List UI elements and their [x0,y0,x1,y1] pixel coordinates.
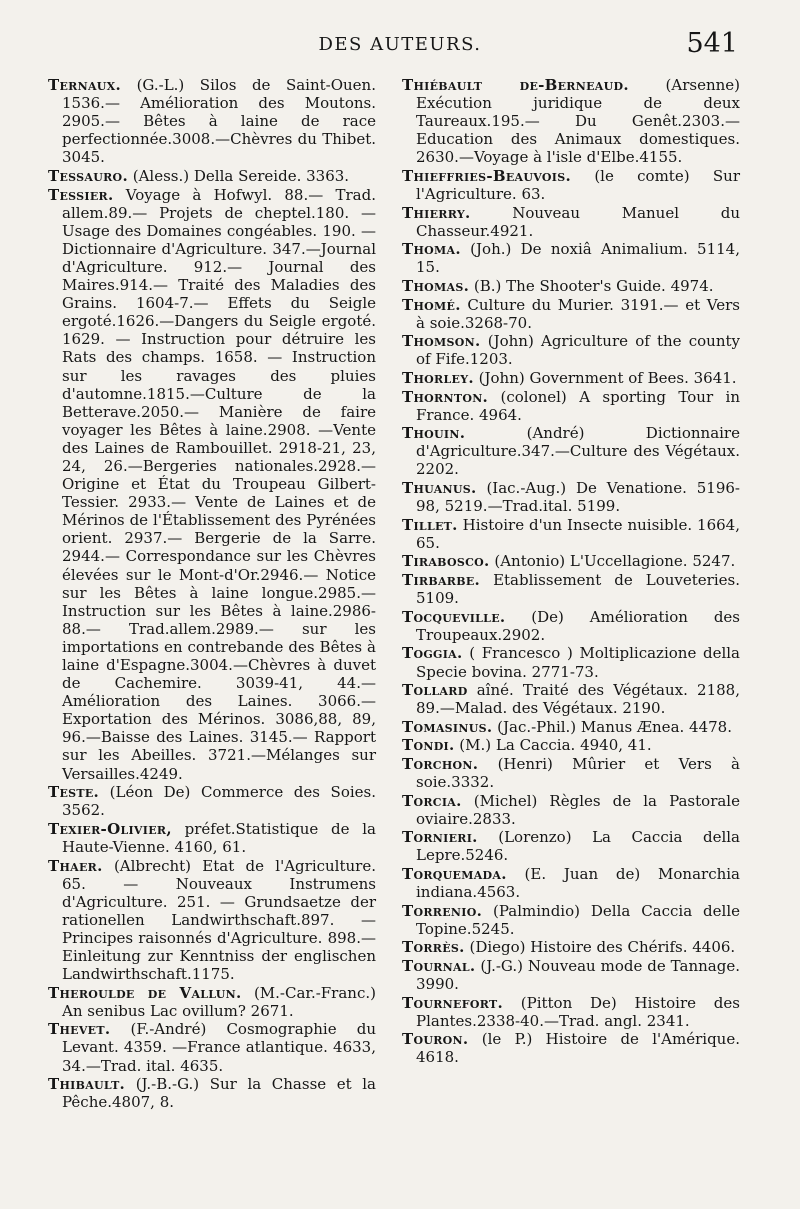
index-entry [48,820,376,856]
left-column [48,76,376,1112]
author-name: Teste. [48,783,100,802]
author-name: Thouin. [402,424,466,443]
right-column [402,76,740,1067]
index-entry [402,644,740,680]
entry-text: Histoire d'un Insecte nuisible. 1664, 65. [416,515,740,552]
index-entry [402,902,740,938]
entry-text: aîné. Traité des Végétaux. 2188, 89.—Malad. des Végétaux. 2190. [416,681,740,718]
entry-text: (Aless.) Della Sereide. 3363. [132,166,350,185]
author-name: Texier-Olivier, [48,819,172,838]
index-entry [48,76,376,166]
entry-text: (John) Government of Bees. 3641. [478,369,737,387]
author-name: Toggia. [402,644,463,663]
entry-text: (Lorenzo) La Caccia della Lepre.5246. [416,828,740,865]
index-entry [402,516,740,552]
author-name: Torrès. [402,938,465,957]
page-header [0,28,800,68]
author-name: Tillet. [402,515,458,534]
author-name: Torrenio. [402,901,483,920]
index-entry [402,479,740,515]
author-name: Tomasinus. [402,717,493,736]
author-name: Ternaux. [48,76,122,94]
author-name: Tornieri. [402,828,478,847]
index-entry [402,552,740,570]
author-name: Torquemada. [402,865,507,884]
index-entry [402,332,740,368]
entry-text: (Albrecht) Etat de l'Agriculture. 65. — Nouveaux Instrumens d'Agriculture. 251. — Grundsaetze der rationellen Landwirthschaft.897. —Principes raisonnés d'Agriculture. 898.—Einleitung zur Kenntniss der englischen Landwirthschaft.1175. [62,856,376,984]
author-name: Thuanus. [402,479,477,498]
entry-text: Culture du Murier. 3191.— et Vers à soie.3268-70. [416,295,740,332]
entry-text: (Arsenne) Exécution juridique de deux Taureaux.195.— Du Genêt.2303.— Education des Animaux domestiques. 2630.—Voyage à l'isle d'Elbe.4155. [416,76,740,167]
index-entry [48,186,376,783]
entry-text: (Palmindio) Della Caccia delle Topine.5245. [416,901,740,938]
index-entry [402,369,740,387]
entry-text: Nouveau Manuel du Chasseur.4921. [416,203,740,240]
author-name: Tournefort. [402,993,503,1012]
entry-text: (le comte) Sur l'Agriculture. 63. [416,166,740,204]
entry-text: (Joh.) De noxiâ Animalium. 5114, 15. [416,240,740,277]
entry-text: (Iac.-Aug.) De Venatione. 5196-98, 5219.—Trad.ital. 5199. [416,479,740,516]
author-name: Thierry. [402,203,471,222]
author-name: Thomas. [402,277,470,296]
entry-text: (John) Agriculture of the county of Fife.1203. [416,332,740,369]
running-title: DES AUTEURS. [318,34,482,55]
index-entry [402,277,740,295]
entry-text: préfet.Statistique de la Haute-Vienne. 4160, 61. [62,819,376,856]
entry-text: (colonel) A sporting Tour in France. 4964. [416,387,740,424]
author-name: Theroulde de Vallun. [48,983,242,1002]
index-entry [402,571,740,607]
index-entry [402,1030,740,1066]
index-entry [402,388,740,424]
index-entry [402,167,740,203]
entry-text: (Léon De) Commerce des Soies. 3562. [62,783,376,820]
index-entry [402,240,740,276]
index-entry [402,681,740,717]
entry-text: (Michel) Règles de la Pastorale oviaire.2833. [416,791,740,828]
index-entry [48,1020,376,1074]
page-number: 541 [686,28,738,59]
author-name: Tirabosco. [402,552,490,571]
entry-text: ( Francesco ) Moltiplicazione della Specie bovina. 2771-73. [416,644,740,681]
index-entry [48,984,376,1020]
index-entry [402,957,740,993]
entry-text: (M.) La Caccia. 4940, 41. [459,736,652,755]
author-name: Tondi. [402,736,455,755]
entry-text: (F.-André) Cosmographie du Levant. 4359. —France atlantique. 4633, 34.—Trad. ital. 4635. [62,1020,376,1075]
author-name: Thiébault de-Berneaud. [402,76,629,94]
author-name: Thieffries-Beauvois. [402,166,571,185]
entry-text: (G.-L.) Silos de Saint-Ouen. 1536.— Amélioration des Moutons. 2905.— Bêtes à laine de race perfectionnée.3008.—Chèvres du Thibet. 3045. [62,76,376,167]
entry-text: (Pitton De) Histoire des Plantes.2338-40.—Trad. angl. 2341. [416,993,740,1030]
author-name: Thomé. [402,295,461,314]
author-name: Torcia. [402,791,462,810]
author-name: Torchon. [402,754,479,773]
index-entry [48,857,376,984]
entry-text: (J.-G.) Nouveau mode de Tannage. 3990. [416,957,740,994]
author-name: Thomson. [402,332,481,351]
author-name: Tessauro. [48,166,128,185]
entry-text: (Jac.-Phil.) Manus Æneа. 4478. [497,717,732,736]
index-entry [402,828,740,864]
index-entry [402,755,740,791]
entry-text: (Antonio) L'Uccellagione. 5247. [494,552,736,571]
author-name: Tocqueville. [402,607,506,626]
index-entry [402,76,740,166]
entry-text: (M.-Car.-Franc.) An senibus Lac ovillum? 2671. [62,983,376,1020]
index-entry [402,204,740,240]
author-name: Tirbarbe. [402,571,481,590]
entry-text: (De) Amélioration des Troupeaux.2902. [416,607,740,644]
entry-text: (E. Juan de) Monarchia indiana.4563. [416,865,740,902]
entry-text: (J.-B.-G.) Sur la Chasse et la Pêche.4807, 8. [62,1075,376,1112]
entry-text: (Diego) Histoire des Chérifs. 4406. [469,938,736,957]
index-entry [402,718,740,736]
entry-text: (B.) The Shooter's Guide. 4974. [473,277,714,296]
entry-text: (Henri) Mûrier et Vers à soie.3332. [416,754,740,792]
index-entry [402,608,740,644]
author-name: Tollard [402,681,468,700]
author-name: Thibault. [48,1075,126,1094]
author-name: Thorley. [402,369,474,387]
index-entry [48,167,376,185]
index-entry [402,424,740,478]
author-name: Thornton. [402,387,489,406]
index-entry [402,296,740,332]
author-name: Thoma. [402,240,461,259]
entry-text: Etablissement de Louveteries. 5109. [416,571,740,608]
index-entry [402,736,740,754]
index-entry [48,783,376,819]
index-entry [48,1075,376,1111]
index-entry [402,792,740,828]
author-name: Tournal. [402,957,476,975]
index-entry [402,865,740,901]
author-name: Tessier. [48,185,114,204]
author-name: Thevet. [48,1020,111,1039]
author-name: Touron. [402,1030,469,1049]
entry-text: (André) Dictionnaire d'Agriculture.347.—Culture des Végétaux. 2202. [416,424,740,479]
entry-text: Voyage à Hofwyl. 88.— Trad. allem.89.— Projets de cheptel.180. — Usage des Domaines congéables. 190. — Dictionnaire d'Agriculture. 347.—Journal d'Agriculture. 912.— Journal des Maires.914.— Traité des Maladies des Grains. 1604-7.— Effets du Seigle ergoté.1626.—Dangers du Seigle ergoté. 1629. — Instruction pour détruire les Rats des champs. 1658. — Instruction sur les ravages des pluies d'automne.1815.—Culture de la Betterave.2050.— Manière de faire voyager les Bêtes à laine.2908. —Vente des Laines de Rambouillet. 2918-21, 23, 24, 26.—Bergeries nationales.2928.—Origine et État du Troupeau Gilbert-Tessier. 2933.— Vente de Laines et de Mérinos de l'Établissement des Pyrénées orient. 2937.— Bergerie de la Sarre. 2944.— Correspondance sur les Chèvres élevées sur le Mont-d'Or.2946.— Notice sur les Bêtes à laine longue.2985.—Instruction sur les Bêtes à laine.2986-88.— Trad.allem.2989.— sur les importations en contrebande des Bêtes à laine d'Espagne.3004.—Chèvres à duvet de Cachemire. 3039-41, 44.— Amélioration des Laines. 3066.— Exportation des Mérinos. 3086,88, 89, 96.—Baisse des Laines. 3145.— Rapport sur les Abeilles. 3721.—Mélanges sur Versailles.4249. [62,185,376,783]
index-entry [402,938,740,956]
index-entry [402,994,740,1030]
entry-text: (le P.) Histoire de l'Amérique. 4618. [416,1030,740,1067]
author-name: Thaer. [48,856,103,875]
